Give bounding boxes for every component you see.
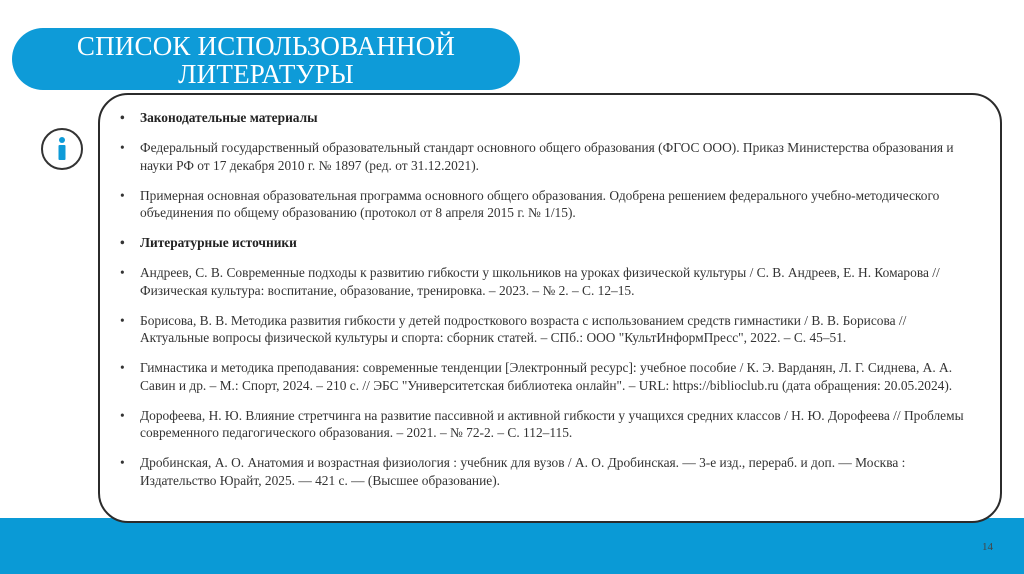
list-item: • Андреев, С. В. Современные подходы к развитию гибкости у школьников на уроках физической культуры / С. В. Андреев, Е. Н. Комарова // Физическая культура: воспитание, образование, тренировка. – 2023. – № 2. – С. 12–15. [120, 264, 972, 299]
list-item: • Гимнастика и методика преподавания: современные тенденции [Электронный ресурс]: учебное пособие / К. Э. Варданян, Л. Г. Сиднева, А. А. Савин и др. – М.: Спорт, 2024. – 210 с. // ЭБС "Университетская библиотека онлайн". – URL: https://biblioclub.ru (дата обращения: 20.05.2024). [120, 359, 972, 394]
list-item: • Примерная основная образовательная программа основного общего образования. Одобрена решением федерального учебно-методического объединения по общему образованию (протокол от 8 апреля 2015 г. № 1/15). [120, 187, 972, 222]
list-item-heading-literature: • Литературные источники [120, 234, 972, 252]
slide-title [12, 28, 520, 90]
bottom-band [0, 518, 1024, 574]
list-item: • Борисова, В. В. Методика развития гибкости у детей подросткового возраста с использованием средств гимнастики / В. В. Борисова // Актуальные вопросы физической культуры и спорта: сборник статей. – СПб.: ООО "КультИнформПресс", 2022. – С. 45–51. [120, 312, 972, 347]
references-list [120, 109, 972, 502]
slide-title-line-2: ЛИТЕРАТУРЫ [178, 59, 354, 89]
list-item: • Дробинская, А. О. Анатомия и возрастная физиология : учебник для вузов / А. О. Дробинская. — 3-е изд., перераб. и доп. — Москва : Издательство Юрайт, 2025. — 421 с. — (Высшее образование). [120, 454, 972, 489]
list-item: • Дорофеева, Н. Ю. Влияние стретчинга на развитие пассивной и активной гибкости у учащихся средних классов / Н. Ю. Дорофеева // Проблемы современного педагогического образования. – 2021. – № 72-2. – С. 112–115. [120, 407, 972, 442]
list-item-heading-legal: • Законодательные материалы [120, 109, 972, 127]
slide-title-line-1: СПИСОК ИСПОЛЬЗОВАННОЙ [76, 31, 456, 61]
info-icon [41, 128, 83, 170]
info-icon-glyph [43, 130, 81, 168]
page-number: 14 [982, 541, 993, 553]
list-item: • Федеральный государственный образовательный стандарт основного общего образования (ФГОС ООО). Приказ Министерства образования и науки РФ от 17 декабря 2010 г. № 1897 (ред. от 31.12.2021). [120, 139, 972, 174]
references-box [98, 93, 1002, 523]
